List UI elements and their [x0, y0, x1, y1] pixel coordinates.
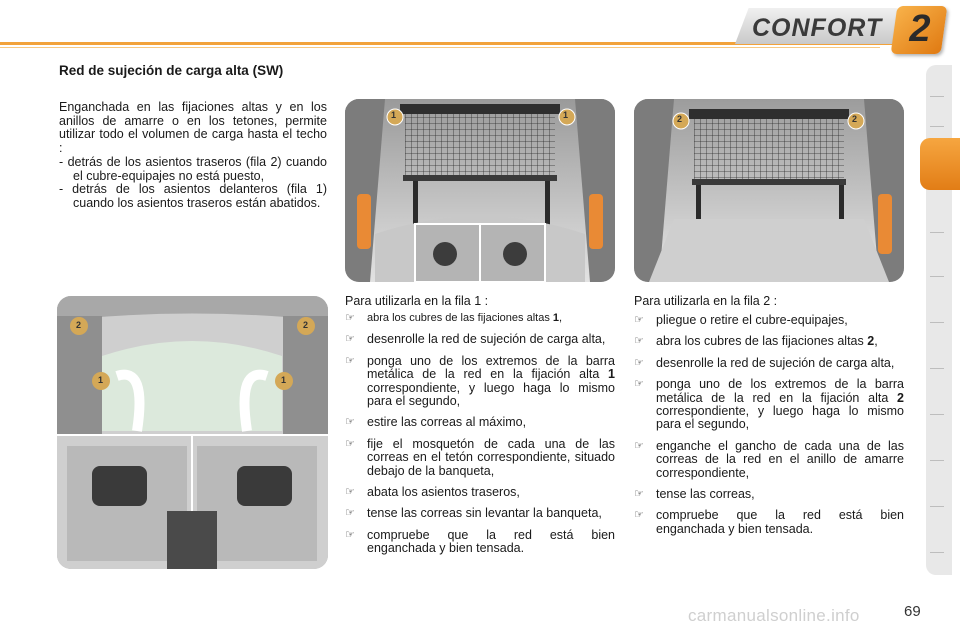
step-item	[345, 416, 615, 429]
step-text-tail: ,	[874, 334, 878, 349]
callout-1-left: 1	[391, 110, 397, 120]
pointing-hand-icon: ☞	[634, 488, 644, 501]
step-text: abra los cubres de las fijaciones altas	[656, 334, 868, 349]
step-reference: 2	[897, 390, 904, 405]
side-tab-divider	[930, 126, 944, 127]
side-tab-divider	[930, 414, 944, 415]
step-item	[345, 333, 615, 346]
header-rule-thin	[0, 47, 880, 48]
step-reference: 1	[608, 367, 615, 382]
pointing-hand-icon: ☞	[345, 416, 355, 429]
pointing-hand-icon: ☞	[345, 528, 355, 541]
list-item: - detrás de los asientos delanteros (fila 1) cuando los asientos traseros están abatidos.	[59, 182, 327, 210]
pointing-hand-icon: ☞	[345, 507, 355, 520]
pointing-hand-icon: ☞	[634, 335, 644, 348]
step-item	[345, 438, 615, 478]
chapter-title: CONFORT	[752, 14, 883, 42]
row-1-steps	[345, 312, 615, 564]
chapter-number: 2	[909, 8, 931, 50]
section-intro: Enganchada en las fijaciones altas y en los anillos de amarre o en los tetones, permite utilizar todo el volumen de carga hasta el techo :	[59, 100, 327, 155]
step-item	[345, 507, 615, 520]
step-item	[345, 486, 615, 499]
step-text: abra los cubres de las fijaciones altas	[367, 312, 553, 324]
callout-2-right: 2	[303, 320, 309, 330]
figure-net-row-1	[345, 99, 615, 282]
side-tab-divider	[930, 96, 944, 97]
step-text: desenrolle la red de sujeción de carga alta,	[656, 355, 895, 370]
step-item	[634, 509, 904, 536]
row-2-intro: Para utilizarla en la fila 2 :	[634, 294, 778, 308]
pointing-hand-icon: ☞	[634, 509, 644, 522]
callout-1-right: 1	[281, 375, 287, 385]
callout-2-right: 2	[852, 114, 858, 124]
watermark: carmanualsonline.info	[688, 606, 860, 625]
pointing-hand-icon: ☞	[634, 439, 644, 452]
page-number: 69	[904, 603, 921, 620]
step-reference: 2	[867, 334, 875, 349]
step-text: desenrolle la red de sujeción de carga alta,	[367, 332, 606, 347]
step-item	[634, 357, 904, 370]
step-text: ponga uno de los extremos de la barra metálica de la red en la fijación alta	[656, 377, 904, 405]
pointing-hand-icon: ☞	[634, 314, 644, 326]
step-item	[634, 440, 904, 480]
side-tab-divider	[930, 552, 944, 553]
pointing-hand-icon: ☞	[345, 437, 355, 450]
step-text: tense las correas sin levantar la banqueta,	[367, 506, 602, 521]
pointing-hand-icon: ☞	[345, 354, 355, 367]
figure-fixings	[57, 296, 328, 569]
pointing-hand-icon: ☞	[345, 486, 355, 499]
step-text: fije el mosquetón de cada una de las correas en el tetón correspondiente, situado debajo de la banqueta,	[367, 436, 615, 478]
step-text-tail: correspondiente, y luego haga lo mismo para el segundo,	[367, 380, 615, 409]
side-tab-divider	[930, 232, 944, 233]
section-title: Red de sujeción de carga alta (SW)	[59, 63, 284, 78]
callout-1-left: 1	[98, 375, 104, 385]
step-item	[634, 378, 904, 432]
step-text: abata los asientos traseros,	[367, 485, 520, 500]
step-text: pliegue o retire el cubre-equipajes,	[656, 313, 848, 327]
side-tab-active[interactable]	[920, 138, 960, 190]
figure-net-row-2	[634, 99, 904, 282]
step-text: ponga uno de los extremos de la barra metálica de la red en la fijación alta	[367, 353, 615, 382]
step-item	[345, 355, 615, 409]
callout-2-left: 2	[677, 114, 683, 124]
side-tab-divider	[930, 506, 944, 507]
step-item	[634, 335, 904, 348]
side-tab-divider	[930, 460, 944, 461]
step-text: compruebe que la red está bien enganchada y bien tensada.	[656, 508, 904, 536]
step-text: estire las correas al máximo,	[367, 415, 527, 430]
step-text: tense las correas,	[656, 487, 755, 502]
step-item	[345, 529, 615, 556]
pointing-hand-icon: ☞	[634, 378, 644, 391]
step-reference: 1	[552, 312, 560, 324]
pointing-hand-icon: ☞	[345, 312, 355, 324]
step-text-tail: correspondiente, y luego haga lo mismo para el segundo,	[656, 404, 904, 432]
step-text: enganche el gancho de cada una de las correas de la red en el anillo de amarre correspondiente,	[656, 438, 904, 480]
pointing-hand-icon: ☞	[345, 333, 355, 346]
side-tab-divider	[930, 276, 944, 277]
callout-1-right: 1	[563, 110, 569, 120]
step-item	[634, 488, 904, 501]
section-list	[59, 156, 327, 210]
pointing-hand-icon: ☞	[634, 356, 644, 369]
page-header	[0, 0, 960, 58]
list-item: - detrás de los asientos traseros (fila 2) cuando el cubre-equipajes no está puesto,	[59, 155, 327, 183]
step-text-tail: ,	[559, 312, 563, 324]
row-2-steps	[634, 314, 904, 544]
step-text: compruebe que la red está bien enganchada y bien tensada.	[367, 527, 615, 556]
callout-2-left: 2	[76, 320, 82, 330]
step-item	[345, 312, 615, 325]
step-item	[634, 314, 904, 327]
side-tab-divider	[930, 368, 944, 369]
side-tab-divider	[930, 322, 944, 323]
row-1-intro: Para utilizarla en la fila 1 :	[345, 294, 489, 308]
